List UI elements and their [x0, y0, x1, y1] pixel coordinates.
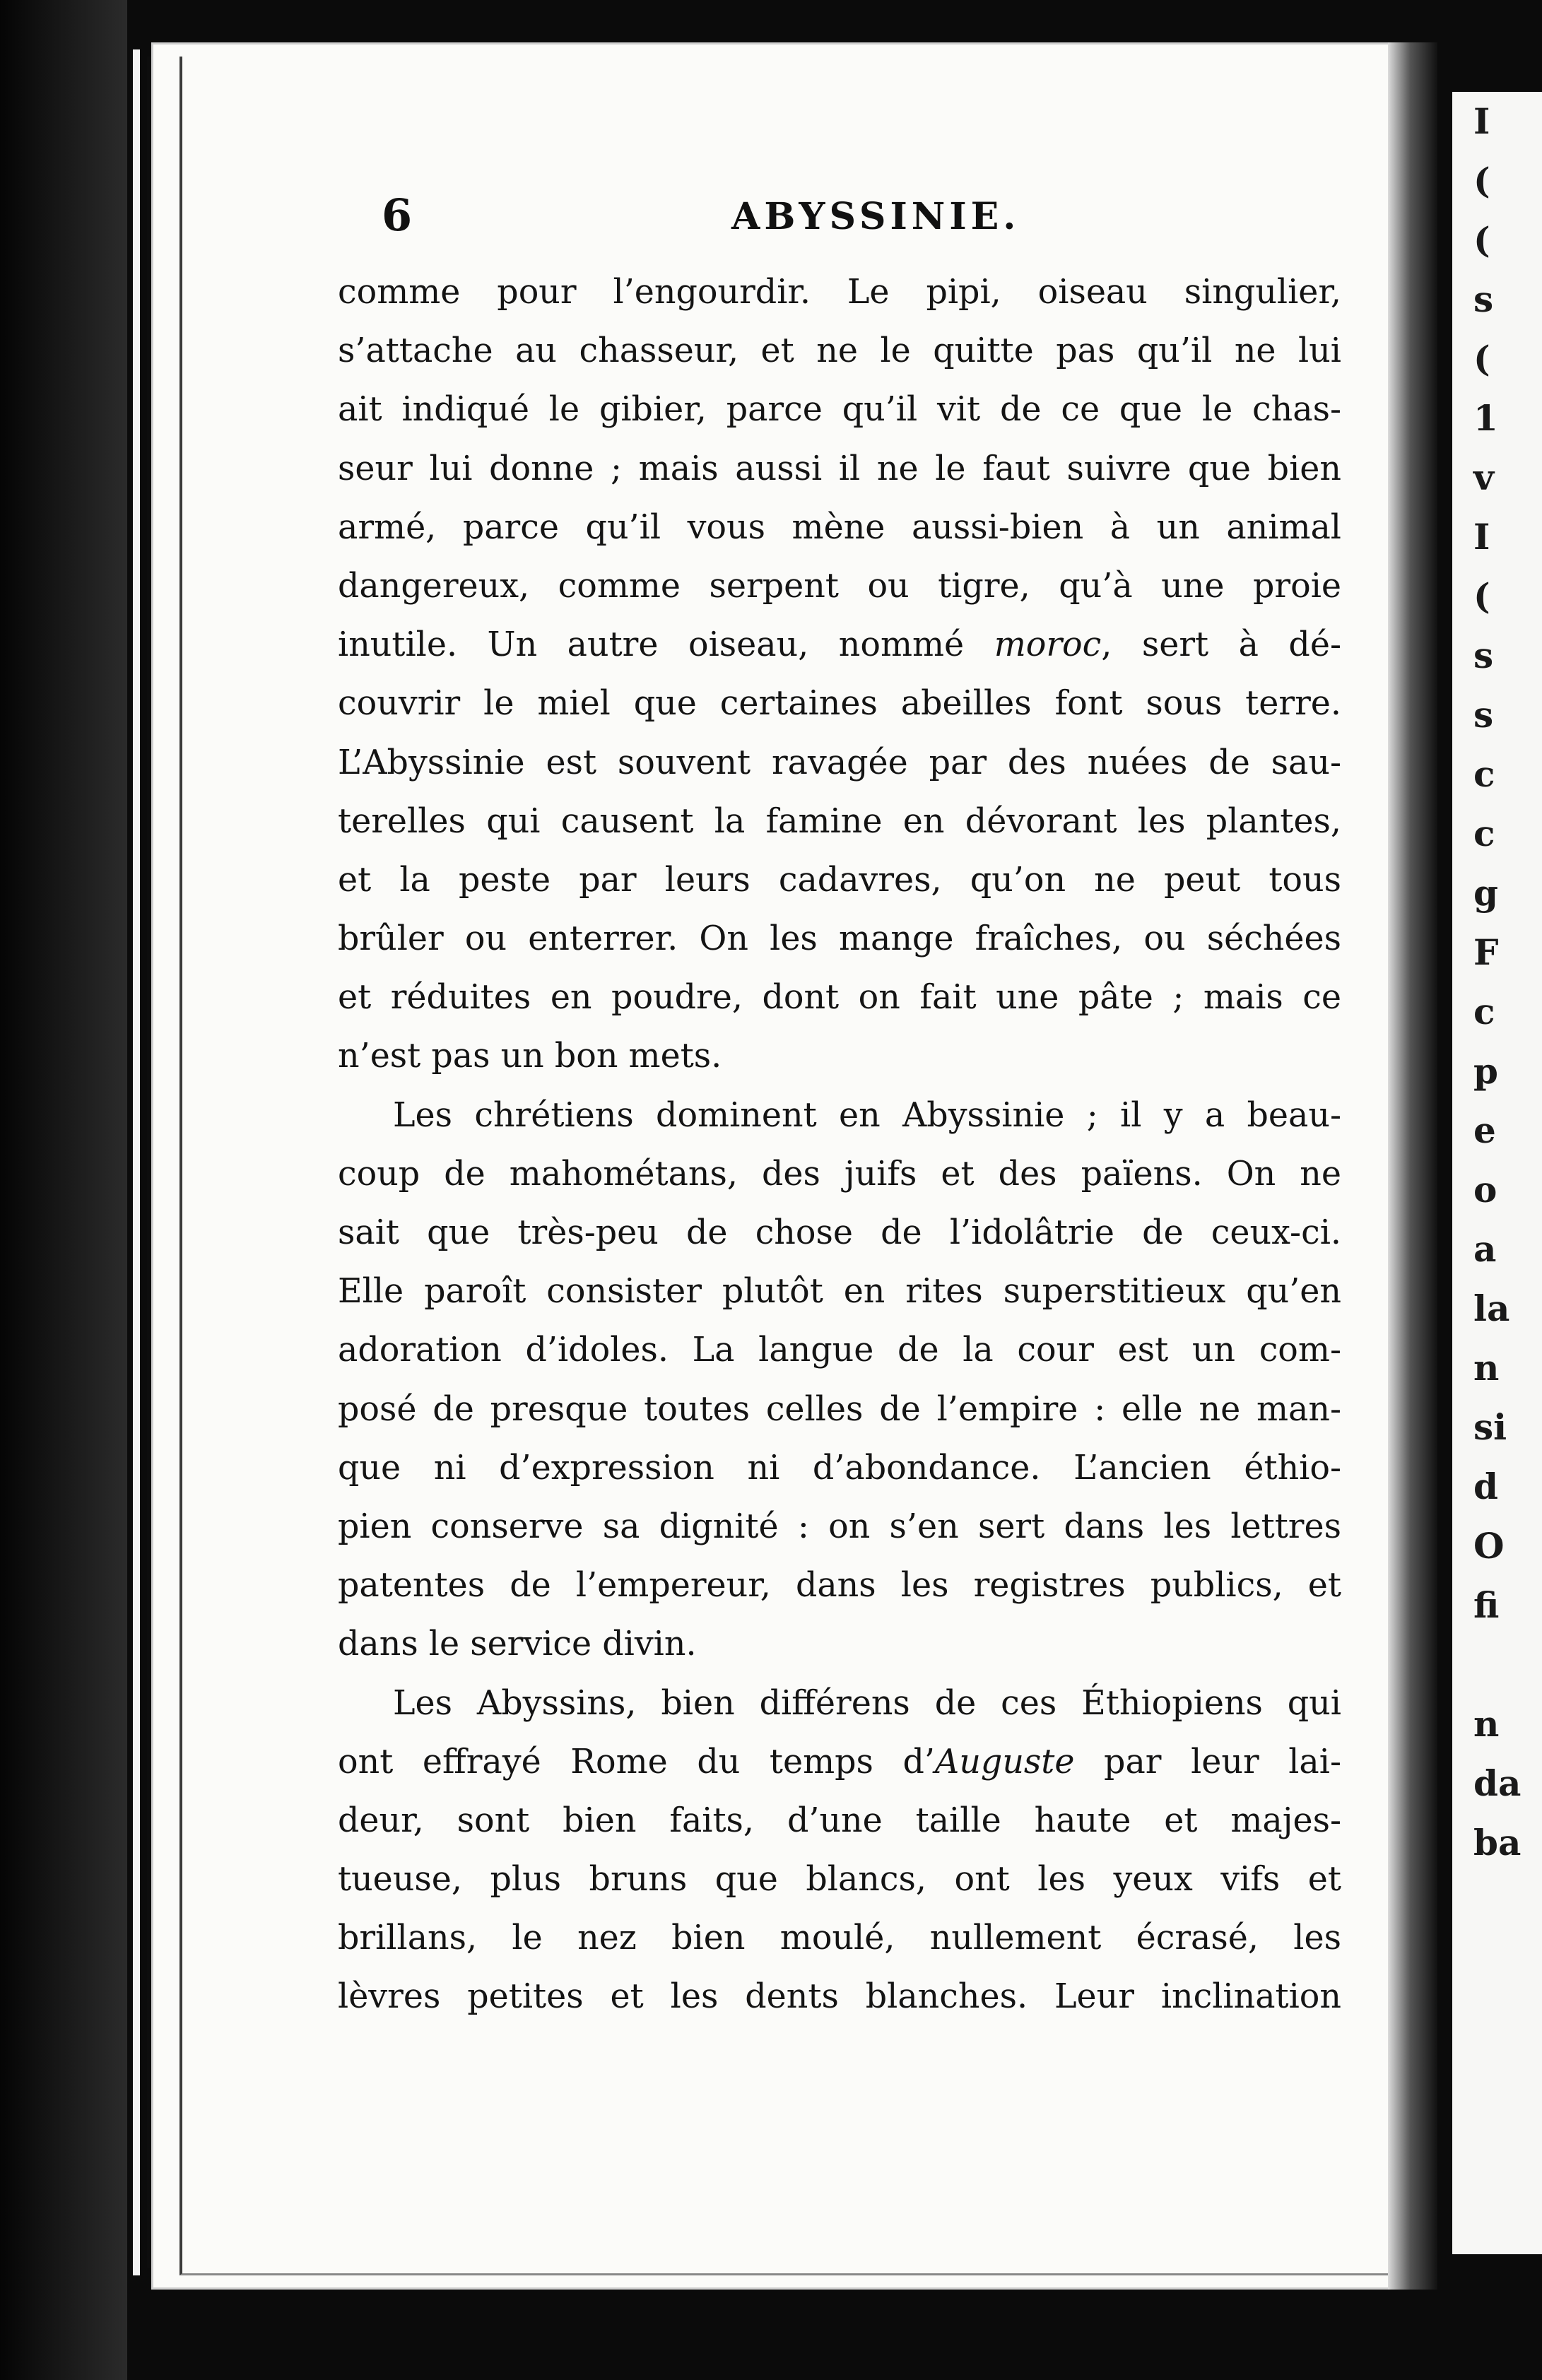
text-line: terelles qui causent la famine en dévorant les plantes, [338, 801, 1341, 841]
text-line: patentes de l’empereur, dans les registres publics, et [338, 1566, 1341, 1606]
running-head: ABYSSINIE. [731, 195, 1020, 238]
text-line: posé de presque toutes celles de l’empire : elle ne man- [338, 1389, 1341, 1429]
text-line: tueuse, plus bruns que blancs, ont les yeux vifs et [338, 1860, 1341, 1899]
text-line: L’Abyssinie est souvent ravagée par des nuées de sau- [338, 743, 1341, 782]
binding-edge [133, 49, 140, 2275]
text-line: adoration d’idoles. La langue de la cour est un com- [338, 1331, 1341, 1370]
text-line: Les Abyssins, bien différens de ces Éthiopiens qui [393, 1683, 1341, 1723]
text-line: s’attache au chasseur, et ne le quitte pas qu’il ne lui [338, 331, 1341, 371]
italic-term: Auguste [935, 1742, 1075, 1781]
text-line: deur, sont bien faits, d’une taille haute et majes- [338, 1801, 1341, 1840]
text-segment: , sert à dé- [1101, 625, 1342, 665]
text-line [338, 615, 1341, 674]
text-segment: ont effrayé Rome du temps d’ [338, 1742, 936, 1781]
page-number: 6 [382, 189, 413, 241]
facing-page-text-fragments: I ( ( s ( 1 v I ( s s c c g F c p e o a la n si d O fi n da ba [1473, 100, 1522, 1863]
body-text [338, 263, 1341, 2027]
book-spine-shadow [0, 0, 127, 2380]
text-line: Les chrétiens dominent en Abyssinie ; il y a beau- [393, 1095, 1341, 1135]
text-line: brûler ou enterrer. On les mange fraîches, ou séchées [338, 919, 1341, 959]
text-line: lèvres petites et les dents blanches. Leur inclination [338, 1977, 1341, 2017]
text-line: que ni d’expression ni d’abondance. L’ancien éthio- [338, 1448, 1341, 1488]
text-line: dans le service divin. [338, 1625, 697, 1664]
text-line: seur lui donne ; mais aussi il ne le faut suivre que bien [338, 449, 1341, 488]
page-header [382, 189, 1329, 246]
text-line: ait indiqué le gibier, parce qu’il vit de ce que le chas- [338, 390, 1341, 430]
text-segment: par leur lai- [1074, 1742, 1341, 1781]
text-line: armé, parce qu’il vous mène aussi-bien à un animal [338, 507, 1341, 547]
text-line: brillans, le nez bien moulé, nullement écrasé, les [338, 1919, 1341, 1958]
italic-term: moroc [994, 625, 1102, 665]
text-line: couvrir le miel que certaines abeilles font sous terre. [338, 684, 1341, 724]
text-line: sait que très-peu de chose de l’idolâtrie de ceux-ci. [338, 1213, 1341, 1252]
text-line: Elle paroît consister plutôt en rites superstitieux qu’en [338, 1272, 1341, 1312]
text-line [338, 1733, 1341, 1791]
page-gutter-shadow [1388, 42, 1437, 2290]
text-segment: inutile. Un autre oiseau, nommé [338, 625, 965, 665]
text-line: dangereux, comme serpent ou tigre, qu’à une proie [338, 566, 1341, 606]
facing-page-edge [1452, 92, 1542, 2254]
text-line: pien conserve sa dignité : on s’en sert dans les lettres [338, 1507, 1341, 1546]
text-line: n’est pas un bon mets. [338, 1037, 722, 1076]
text-line: et la peste par leurs cadavres, qu’on ne peut tous [338, 860, 1341, 900]
text-line: et réduites en poudre, dont on fait une pâte ; mais ce [338, 978, 1341, 1018]
text-line: comme pour l’engourdir. Le pipi, oiseau singulier, [338, 273, 1341, 312]
text-line: coup de mahométans, des juifs et des païens. On ne [338, 1154, 1341, 1194]
